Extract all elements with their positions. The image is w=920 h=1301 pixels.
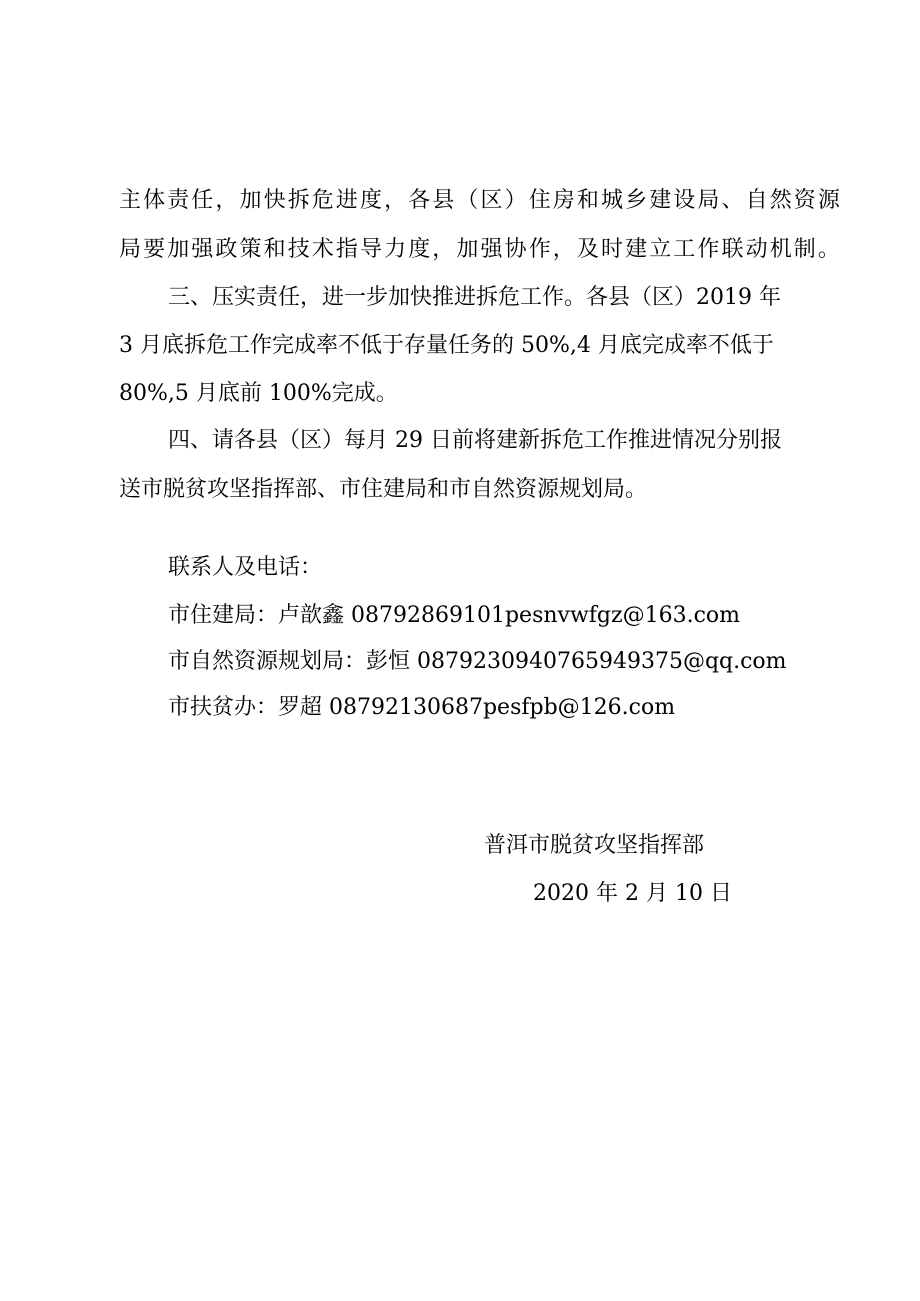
contact-line: 市住建局：卢歆鑫 08792869101pesnvwfgz@163.com	[168, 603, 741, 628]
contact-line: 市自然资源规划局：彭恒 0879230940765949375@qq.com	[168, 649, 787, 674]
contacts-heading: 联系人及电话：	[168, 555, 323, 580]
paragraph-line: 3 月底拆危工作完成率不低于存量任务的 50%,4 月底完成率不低于	[119, 333, 774, 358]
paragraph-line: 送市脱贫攻坚指挥部、市住建局和市自然资源规划局。	[119, 477, 648, 502]
paragraph-line: 三、压实责任，进一步加快推进拆危工作。各县（区）2019 年	[168, 285, 781, 310]
paragraph-line: 局要加强政策和技术指导力度，加强协作，及时建立工作联动机制。	[119, 237, 843, 262]
paragraph-line: 80%,5 月底前 100%完成。	[119, 381, 398, 406]
paragraph-line: 主体责任，加快拆危进度，各县（区）住房和城乡建设局、自然资源	[119, 188, 843, 213]
paragraph-line: 四、请各县（区）每月 29 日前将建新拆危工作推进情况分别报	[168, 428, 782, 453]
signature-org: 普洱市脱贫攻坚指挥部	[484, 833, 705, 858]
contact-line: 市扶贫办：罗超 08792130687pesfpb@126.com	[168, 695, 676, 720]
signature-date: 2020 年 2 月 10 日	[533, 881, 732, 906]
